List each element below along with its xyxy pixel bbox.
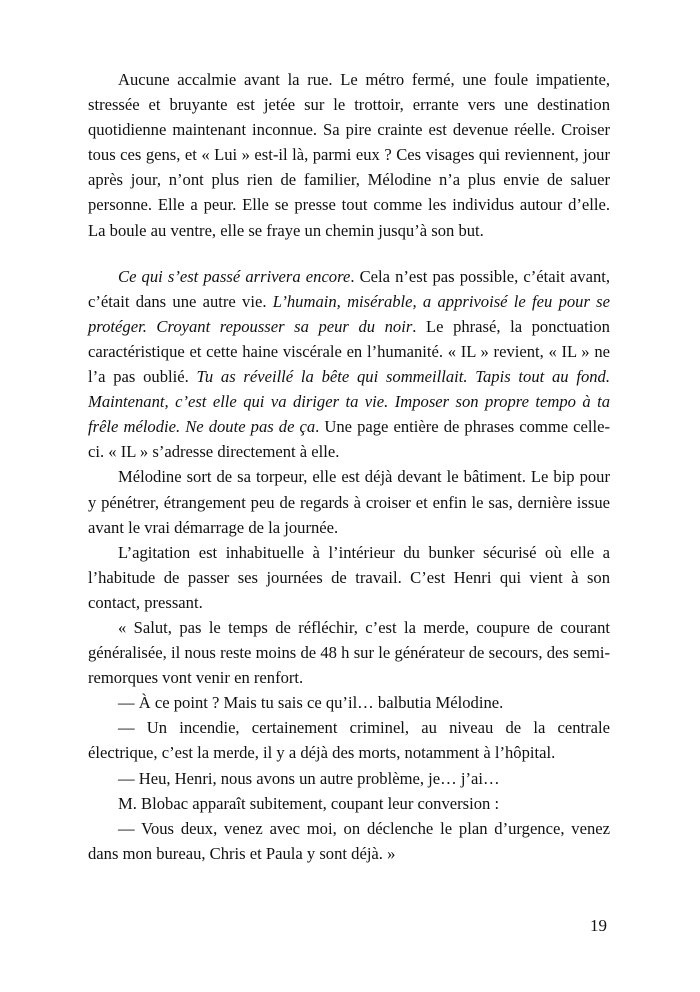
dialogue-line-4-text: — Vous deux, venez avec moi, on déclenche le plan d’urgence, venez dans mon bureau, Chris et Paula y sont déjà. » [88, 818, 610, 863]
paragraph-4-text: L’agitation est inhabituelle à l’intérieur du bunker sécurisé où elle a l’habitude de passer ses journées de travail. C’est Henri qui vient à son contact, pressant. [88, 542, 610, 612]
paragraph-narration [88, 791, 610, 816]
paragraph-2-text-2: . Le phrasé, la ponctuation caractéristique et cette haine viscérale en l’humanité. « IL » revient, « IL » ne l’a pas oublié. [88, 316, 610, 387]
paragraph-2-italic-3: Tu as réveillé la bête qui sommeillait. Tapis tout au fond. Maintenant, c’est elle qui va diriger ta vie. Imposer son propre tempo à ta frêle mélodie. Ne doute pas de ça [88, 367, 610, 437]
paragraph-3 [88, 464, 610, 539]
dialogue-line-2-text: — Un incendie, certainement criminel, au niveau de la centrale électrique, c’est la merde, il y a déjà des morts, notamment à l’hôpital. [88, 718, 610, 763]
paragraph-5-text: « Salut, pas le temps de réfléchir, c’est la merde, coupure de courant généralisée, il nous reste moins de 48 h sur le générateur de secours, des semi-remorques vont venir en renfort. [88, 617, 610, 688]
paragraph-2 [88, 264, 610, 465]
paragraph-1-text: Aucune accalmie avant la rue. Le métro fermé, une foule impatiente, stressée et bruyante est jetée sur le trottoir, errante vers une destination quotidienne maintenant inconnue. Sa pire crainte est devenue réelle. Croiser tous ces gens, et « Lui » est-il là, parmi eux ? Ces visages qui reviennent, jour après jour, n’ont plus rien de familier, Mélodine n’a plus envie de saluer personne. Elle a peur. Elle se presse tout comme les individus autour d’elle. La boule au ventre, elle se fraye un chemin jusqu’à son but. [88, 70, 610, 240]
page-number: 19 [590, 916, 607, 935]
paragraph-2-italic-2: L’humain, misérable, a apprivoisé le feu pour se protéger. Croyant repousser sa peur du noir [88, 291, 611, 336]
dialogue-line-1-text: — À ce point ? Mais tu sais ce qu’il… balbutia Mélodine. [118, 693, 504, 713]
dialogue-line-4 [88, 816, 610, 866]
paragraph-2-text-1: . Cela n’est pas possible, c’était avant, c’était dans une autre vie. [88, 266, 610, 311]
paragraph-1 [88, 67, 610, 243]
dialogue-line-2 [88, 715, 610, 765]
paragraph-3-text: Mélodine sort de sa torpeur, elle est déjà devant le bâtiment. Le bip pour y pénétrer, étrangement peu de regards à croiser et enfin le sas, dernière issue avant le vrai démarrage de la journée. [88, 467, 610, 537]
paragraph-2-italic-1: Ce qui s’est passé arrivera encore [118, 266, 351, 286]
dialogue-line-3 [88, 766, 610, 791]
dialogue-line-3-text: — Heu, Henri, nous avons un autre problème, je… j’ai… [118, 768, 500, 788]
paragraph-4 [88, 540, 610, 615]
paragraph-narration-text: M. Blobac apparaît subitement, coupant leur conversion : [118, 793, 500, 813]
paragraph-2-text-3: . Une page entière de phrases comme celle-ci. « IL » s’adresse directement à elle. [88, 417, 611, 462]
paragraph-5 [88, 615, 610, 690]
dialogue-line-1 [88, 690, 610, 715]
page-body [88, 67, 610, 866]
